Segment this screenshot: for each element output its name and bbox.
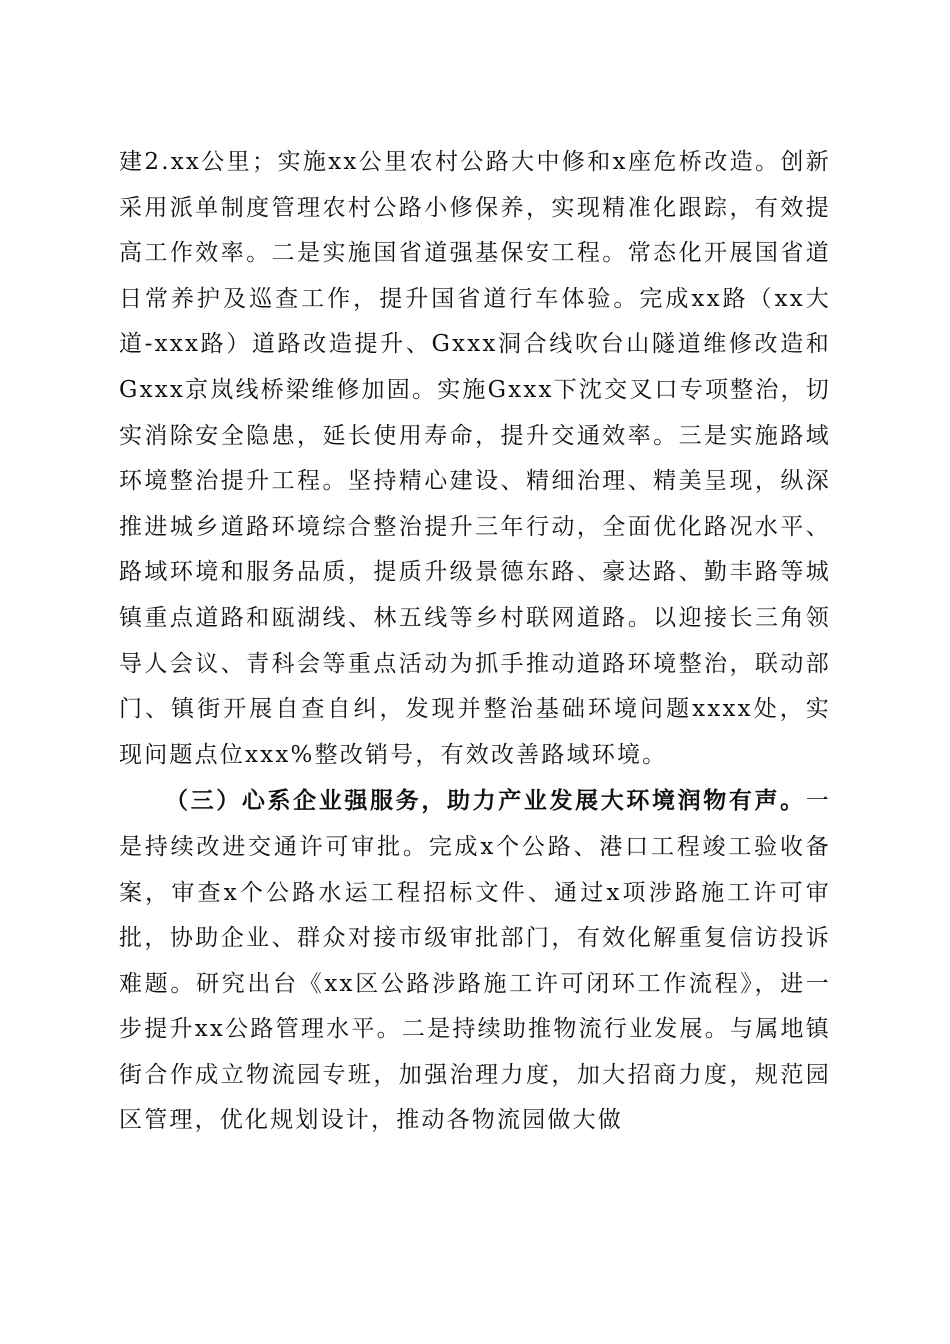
paragraph-enterprise-service <box>119 778 831 1144</box>
paragraph-text: 一是持续改进交通许可审批。完成x个公路、港口工程竣工验收备案，审查x个公路水运工程招标文件、通过x项涉路施工许可审批，协助企业、群众对接市级审批部门，有效化解重复信访投诉难题。研究出台《xx区公路涉路施工许可闭环工作流程》，进一步提升xx公路管理水平。二是持续助推物流行业发展。与属地镇街合作成立物流园专班，加强治理力度，加大招商力度，规范园区管理，优化规划设计，推动各物流园做大做 <box>119 788 831 1134</box>
paragraph-road-maintenance <box>119 140 831 778</box>
section-heading: （三）心系企业强服务，助力产业发展大环境润物有声。 <box>165 787 806 815</box>
paragraph-text: 建2.xx公里；实施xx公里农村公路大中修和x座危桥改造。创新采用派单制度管理农村公路小修保养，实现精准化跟踪，有效提高工作效率。二是实施国省道强基保安工程。常态化开展国省道日常养护及巡查工作，提升国省道行车体验。完成xx路（xx大道-xxx路）道路改造提升、Gxxx洞合线吹台山隧道维修改造和Gxxx京岚线桥梁维修加固。实施Gxxx下沈交叉口专项整治，切实消除安全隐患，延长使用寿命，提升交通效率。三是实施路域环境整治提升工程。坚持精心建设、精细治理、精美呈现，纵深推进城乡道路环境综合整治提升三年行动，全面优化路况水平、路域环境和服务品质，提质升级景德东路、豪达路、勤丰路等城镇重点道路和瓯湖线、林五线等乡村联网道路。以迎接长三角领导人会议、青科会等重点活动为抓手推动道路环境整治，联动部门、镇街开展自查自纠，发现并整治基础环境问题xxxx处，实现问题点位xxx%整改销号，有效改善路域环境。 <box>119 149 831 768</box>
document-body <box>119 140 831 1144</box>
